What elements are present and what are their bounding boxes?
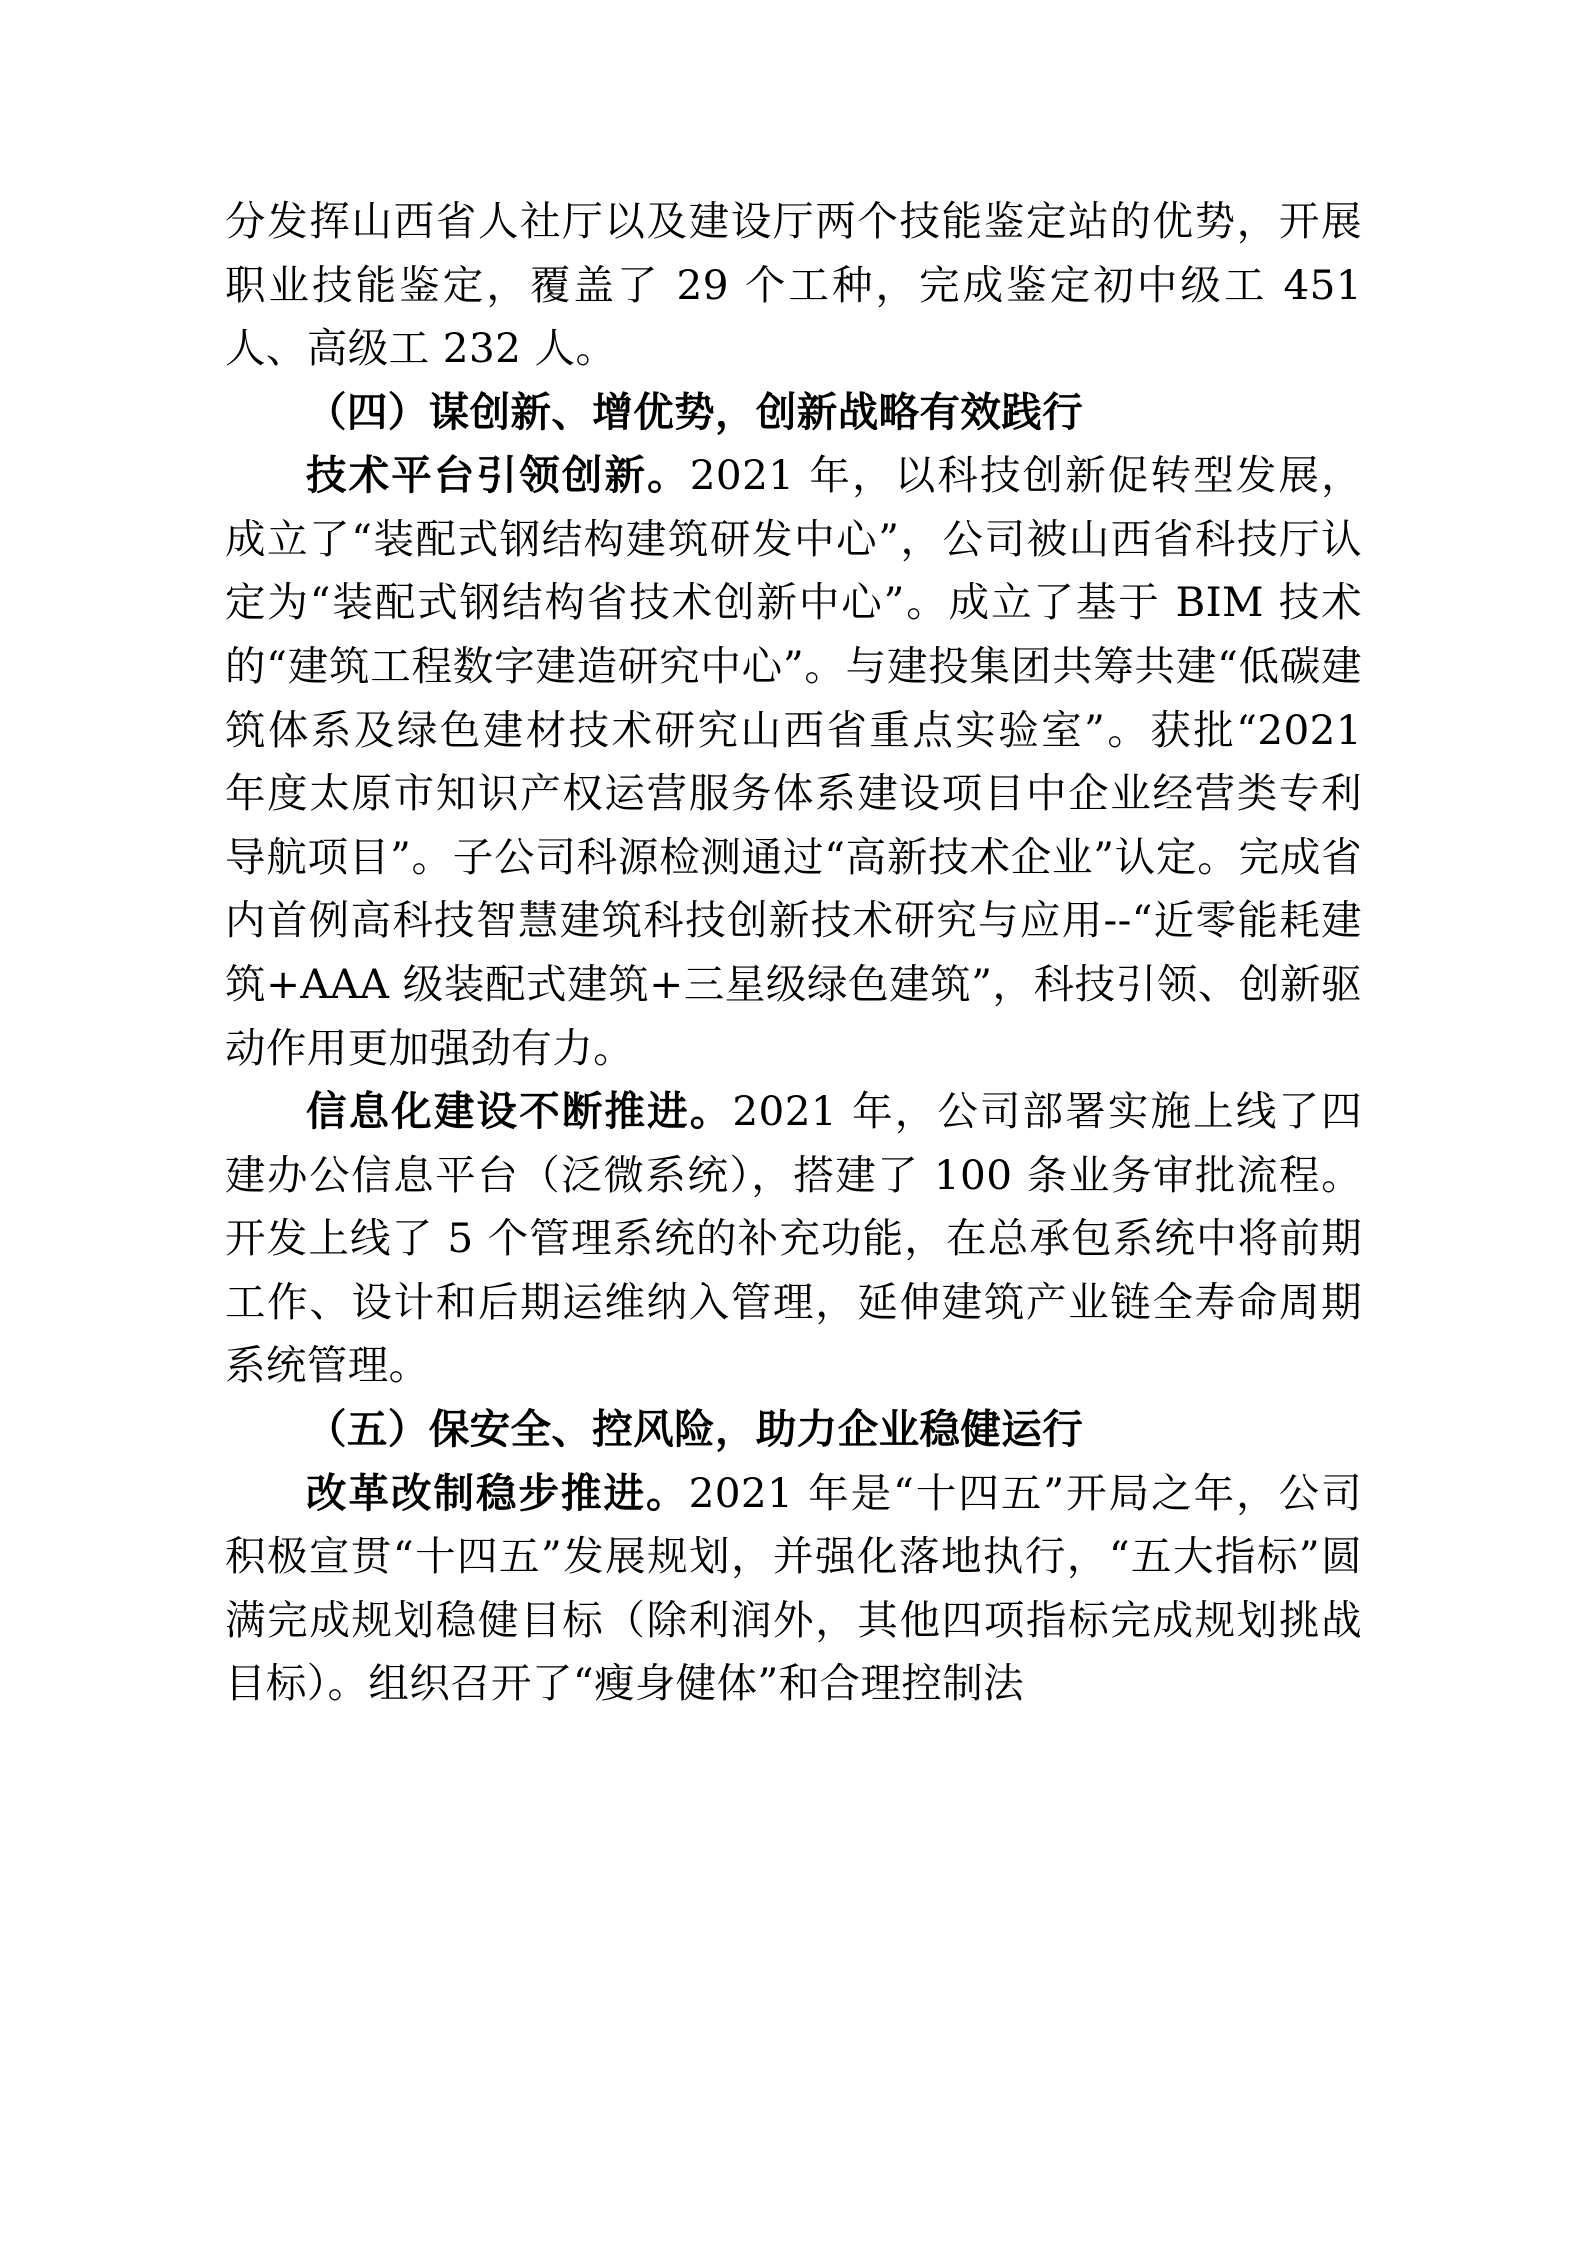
- paragraph-text-informatization: 2021 年，公司部署实施上线了四建办公信息平台（泛微系统），搭建了 100 条业务审批流程。开发上线了 5 个管理系统的补充功能，在总承包系统中将前期工作、设计和后期运维纳入管理，延伸建筑产业链全寿命周期系统管理。: [225, 1087, 1362, 1390]
- section-heading-five: （五）保安全、控风险，助力企业稳健运行: [306, 1404, 1084, 1453]
- paragraph-lead-reform: 改革改制稳步推进。: [306, 1468, 689, 1517]
- document-body: [225, 190, 1362, 1716]
- paragraph-text-tech-platform: 2021 年，以科技创新促转型发展，成立了“装配式钢结构建筑研发中心”，公司被山西省科技厅认定为“装配式钢结构省技术创新中心”。成立了基于 BIM 技术的“建筑工程数字建造研究中心”。与建投集团共筹共建“低碳建筑体系及绿色建材技术研究山西省重点实验室”。获批“2021 年度太原市知识产权运营服务体系建设项目中企业经营类专利导航项目”。子公司科源检测通过“高新技术企业”认定。完成省内首例高科技智慧建筑科技创新技术研究与应用--“近零能耗建筑+AAA 级装配式建筑+三星级绿色建筑”，科技引领、创新驱动作用更加强劲有力。: [225, 451, 1362, 1072]
- paragraph-reform: [225, 1462, 1362, 1716]
- paragraph-text-reform: 2021 年是“十四五”开局之年，公司积极宣贯“十四五”发展规划，并强化落地执行，“五大指标”圆满完成规划稳健目标（除利润外，其他四项指标完成规划挑战目标）。组织召开了“瘦身健体”和合理控制法: [225, 1468, 1362, 1708]
- paragraph-continued: 分发挥山西省人社厅以及建设厅两个技能鉴定站的优势，开展职业技能鉴定，覆盖了 29 个工种，完成鉴定初中级工 451 人、高级工 232 人。: [225, 197, 1362, 373]
- section-heading-four: （四）谋创新、增优势，创新战略有效践行: [306, 387, 1084, 436]
- paragraph-tech-platform: [225, 444, 1362, 1080]
- paragraph-lead-tech-platform: 技术平台引领创新。: [306, 451, 690, 500]
- paragraph-informatization: [225, 1080, 1362, 1398]
- paragraph-lead-informatization: 信息化建设不断推进。: [306, 1087, 733, 1136]
